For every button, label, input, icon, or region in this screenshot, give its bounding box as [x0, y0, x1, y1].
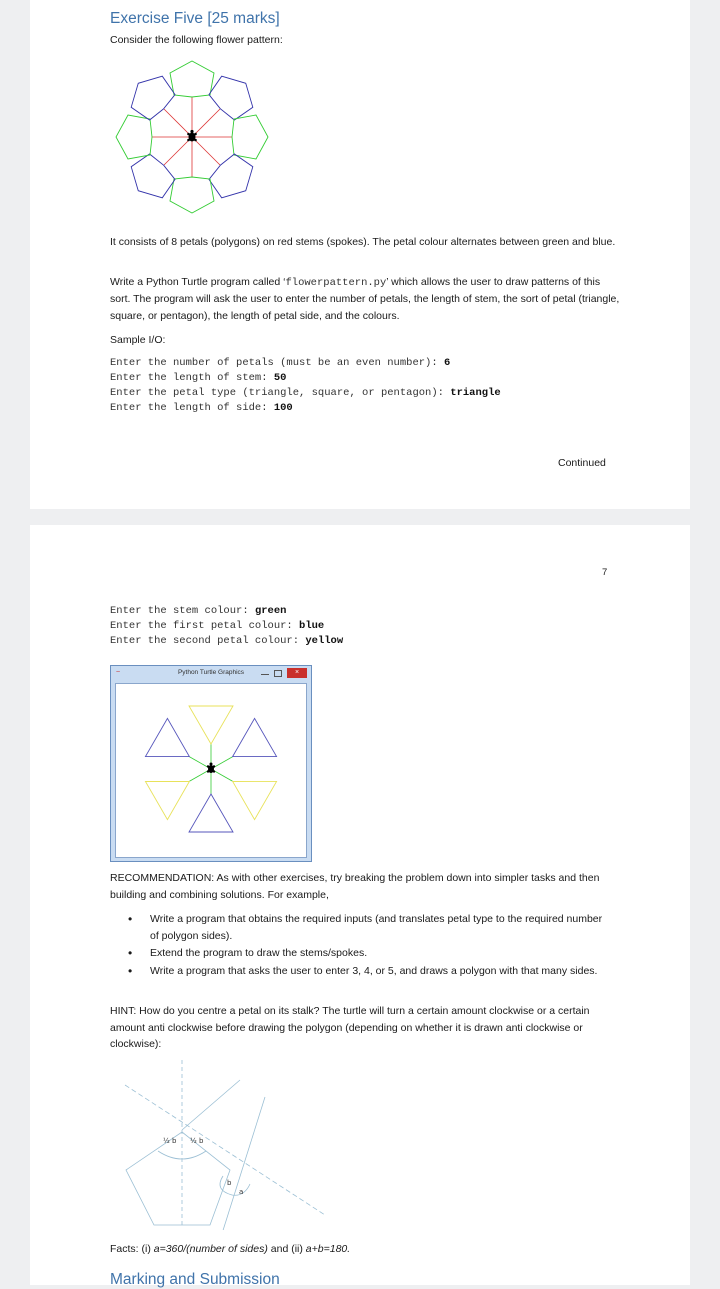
maximize-icon — [274, 670, 282, 677]
list-item: • Extend the program to draw the stems/spokes. — [110, 945, 610, 962]
turtle-canvas — [115, 683, 307, 858]
sample-io-block — [110, 356, 501, 416]
pentagon-angle-diagram — [110, 1055, 330, 1230]
task-bullet-list — [110, 911, 610, 980]
facts-text: Facts: (i) a=360/(number of sides) and (ii) a+b=180. — [110, 1243, 351, 1255]
document-page-2 — [30, 525, 690, 1288]
petal-yellow — [222, 762, 277, 819]
window-title: Python Turtle Graphics — [177, 669, 245, 676]
continued-label: Continued — [558, 457, 606, 469]
io-line: Enter the second petal colour: yellow — [110, 635, 344, 647]
turtle-window-screenshot — [110, 665, 312, 862]
half-b-right-label: ½ b — [190, 1137, 204, 1145]
sample-io-label: Sample I/O: — [110, 334, 166, 346]
petal-green — [116, 115, 152, 159]
close-icon: × — [287, 668, 307, 678]
marking-submission-heading: Marking and Submission — [110, 1271, 280, 1288]
extension-line — [220, 1097, 265, 1230]
diagonal-line — [182, 1080, 240, 1130]
program-filename: flowerpattern.py — [285, 277, 387, 289]
exercise-heading: Exercise Five [25 marks] — [110, 10, 280, 27]
minimize-icon — [261, 674, 269, 675]
io-line: Enter the number of petals (must be an even number): 6 — [110, 357, 451, 369]
triangle-flower-figure — [116, 684, 306, 857]
window-titlebar — [111, 666, 311, 680]
hint-text: HINT: How do you centre a petal on its stalk? The turtle will turn a certain amount clockwise or a certain amount anti clockwise before drawing the polygon (depending on whether it is drawn anti clockwise or clockwise): — [110, 1005, 590, 1050]
half-b-left-label: ½ b — [163, 1137, 177, 1145]
io-line: Enter the length of stem: 50 — [110, 372, 287, 384]
stem-spoke — [192, 137, 220, 165]
stem-spoke — [164, 137, 192, 165]
sample-io-continued — [110, 604, 343, 649]
petal-green — [170, 61, 214, 97]
intro-text: Consider the following flower pattern: — [110, 34, 283, 46]
petal-yellow — [189, 706, 233, 744]
turtle-icon — [187, 130, 197, 142]
a-angle-label: a — [239, 1188, 244, 1196]
io-line: Enter the petal type (triangle, square, or pentagon): triangle — [110, 387, 501, 399]
petal-blue — [145, 718, 200, 775]
b-angle-label: b — [227, 1179, 232, 1187]
task-description: Write a Python Turtle program called ‘flowerpattern.py’ which allows the user to draw patterns of this sort. The program will ask the user to enter the number of petals, the length of stem, the sort of petal (triangle, square, or pentagon), the length of petal side, and the colours. — [110, 276, 620, 322]
io-line: Enter the stem colour: green — [110, 605, 287, 617]
petal-green — [170, 177, 214, 213]
list-item: • Write a program that asks the user to enter 3, 4, or 5, and draws a polygon with that many sides. — [110, 963, 610, 980]
petal-blue — [189, 794, 233, 832]
recommendation-text: RECOMMENDATION: As with other exercises, try breaking the problem down into simpler tasks and then building and combining solutions. For example, — [110, 872, 600, 901]
io-line: Enter the first petal colour: blue — [110, 620, 325, 632]
petal-yellow — [145, 762, 200, 819]
petals-description: It consists of 8 petals (polygons) on red stems (spokes). The petal colour alternates between green and blue. — [110, 236, 616, 248]
list-item: • Write a program that obtains the required inputs (and translates petal type to the required number of polygon sides). — [110, 911, 610, 944]
io-line: Enter the length of side: 100 — [110, 402, 293, 414]
stem-spoke — [192, 109, 220, 137]
petal-blue — [222, 718, 277, 775]
petal-green — [232, 115, 268, 159]
flower-pattern-figure — [110, 58, 275, 218]
document-page-1 — [30, 0, 690, 509]
python-logo-icon: ~ — [116, 669, 121, 676]
stem-spoke — [164, 109, 192, 137]
pentagon-petal — [126, 1132, 230, 1225]
page-number: 7 — [602, 567, 608, 578]
